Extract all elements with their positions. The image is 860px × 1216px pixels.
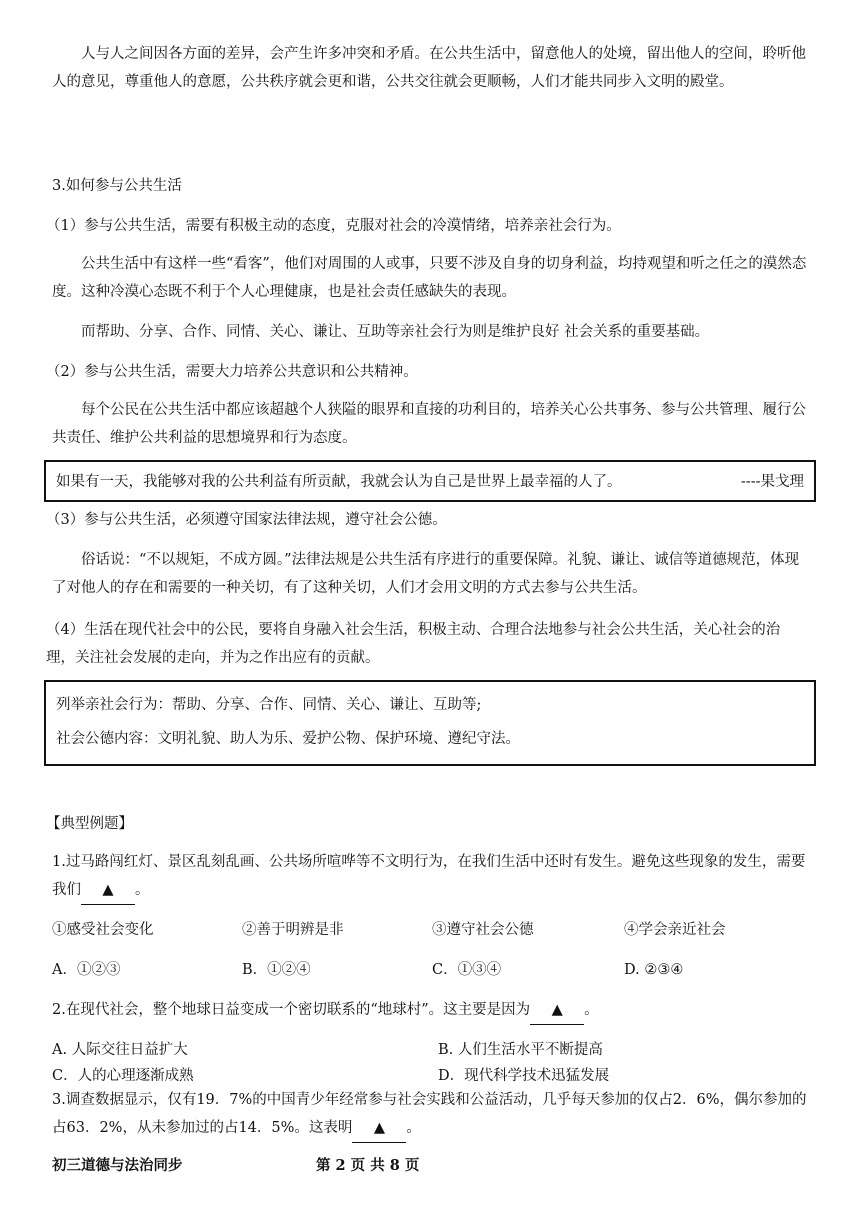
q1-option-d[interactable]: D. ②③④ bbox=[624, 962, 684, 978]
q2-option-b[interactable]: B. 人们生活水平不断提高 bbox=[438, 1042, 603, 1058]
paragraph-respect: 人与人之间因各方面的差异，会产生许多冲突和矛盾。在公共生活中，留意他人的处境，留出他人的空间，聆听他人的意见，尊重他人的意愿，公共秩序就会更和谐，公共交往就会更顺畅，人们才能共同步入文明的殿堂。 bbox=[52, 46, 806, 90]
examples-heading: 【典型例题】 bbox=[46, 816, 133, 832]
section-heading: 3.如何参与公共生活 bbox=[52, 178, 182, 194]
subpoint-3: （3）参与公共生活，必须遵守国家法律法规，遵守社会公德。 bbox=[46, 512, 447, 528]
footer-page-number: 第 2 页 共 8 页 bbox=[316, 1157, 420, 1174]
q1-option-a[interactable]: A．①②③ bbox=[52, 962, 121, 978]
blank-triangle-icon: ▲ bbox=[102, 882, 114, 898]
q2-option-a[interactable]: A. 人际交往日益扩大 bbox=[52, 1042, 188, 1058]
summary-prosocial: 列举亲社会行为：帮助、分享、合作、同情、关心、谦让、互助等; bbox=[56, 697, 482, 713]
paragraph-prosocial: 而帮助、分享、合作、同情、关心、谦让、互助等亲社会行为则是维护良好 社会关系的重要基础。 bbox=[81, 324, 710, 340]
summary-box bbox=[44, 680, 816, 766]
answer-blank-3[interactable] bbox=[352, 1114, 406, 1143]
quote-box bbox=[44, 460, 816, 502]
period: 。 bbox=[135, 882, 150, 898]
paragraph-public-spirit: 每个公民在公共生活中都应该超越个人狭隘的眼界和直接的功利目的，培养关心公共事务、参与公共管理、履行公共责任、维护公共利益的思想境界和行为态度。 bbox=[52, 402, 806, 446]
q2-option-d[interactable]: D．现代科学技术迅猛发展 bbox=[438, 1068, 610, 1084]
question-2 bbox=[52, 996, 812, 1025]
blank-triangle-icon: ▲ bbox=[551, 1002, 563, 1018]
subpoint-4: （4）生活在现代社会中的公民，要将自身融入社会生活，积极主动、合理合法地参与社会公共生活，关心社会的治理，关注社会发展的走向，并为之作出应有的贡献。 bbox=[46, 622, 781, 666]
question-3-stem: 3.调查数据显示，仅有19．7%的中国青少年经常参与社会实践和公益活动，几乎每天参加的仅占2．6%，偶尔参加的占63．2%，从未参加过的占14．5%。这表明 bbox=[52, 1092, 807, 1136]
answer-blank-1[interactable] bbox=[81, 876, 135, 905]
q1-item-4: ④学会亲近社会 bbox=[624, 922, 726, 938]
question-1-stem: 1.过马路闯红灯、景区乱刻乱画、公共场所喧哗等不文明行为，在我们生活中还时有发生。避免这些现象的发生，需要我们 bbox=[52, 854, 806, 898]
question-1 bbox=[52, 848, 812, 905]
period: 。 bbox=[406, 1120, 421, 1136]
q1-item-3: ③遵守社会公德 bbox=[432, 922, 534, 938]
summary-public-morality: 社会公德内容：文明礼貌、助人为乐、爱护公物、保护环境、遵纪守法。 bbox=[56, 731, 520, 747]
paragraph-rules: 俗话说：“不以规矩，不成方圆。”法律法规是公共生活有序进行的重要保障。礼貌、谦让、诚信等道德规范，体现了对他人的存在和需要的一种关切，有了这种关切，人们才会用文明的方式去参与公共生活。 bbox=[52, 552, 800, 596]
subpoint-1: （1）参与公共生活，需要有积极主动的态度，克服对社会的冷漠情绪，培养亲社会行为。 bbox=[46, 218, 621, 234]
question-3 bbox=[52, 1086, 812, 1143]
answer-blank-2[interactable] bbox=[530, 996, 584, 1025]
quote-text: 如果有一天，我能够对我的公共利益有所贡献，我就会认为自己是世界上最幸福的人了。 bbox=[56, 474, 622, 490]
footer-title: 初三道德与法治同步 bbox=[52, 1157, 183, 1174]
question-2-stem: 2.在现代社会，整个地球日益变成一个密切联系的“地球村”。这主要是因为 bbox=[52, 1002, 531, 1018]
q1-option-b[interactable]: B．①②④ bbox=[242, 962, 311, 978]
q1-item-1: ①感受社会变化 bbox=[52, 922, 154, 938]
blank-triangle-icon: ▲ bbox=[373, 1120, 385, 1136]
q2-option-c[interactable]: C．人的心理逐渐成熟 bbox=[52, 1068, 194, 1084]
subpoint-2: （2）参与公共生活，需要大力培养公共意识和公共精神。 bbox=[46, 364, 418, 380]
quote-author: ----果戈理 bbox=[740, 474, 804, 490]
q1-option-c[interactable]: C．①③④ bbox=[432, 962, 502, 978]
period: 。 bbox=[584, 1002, 599, 1018]
paragraph-onlookers: 公共生活中有这样一些“看客”，他们对周围的人或事，只要不涉及自身的切身利益，均持观望和听之任之的漠然态度。这种冷漠心态既不利于个人心理健康，也是社会责任感缺失的表现。 bbox=[52, 256, 807, 300]
q1-item-2: ②善于明辨是非 bbox=[242, 922, 344, 938]
